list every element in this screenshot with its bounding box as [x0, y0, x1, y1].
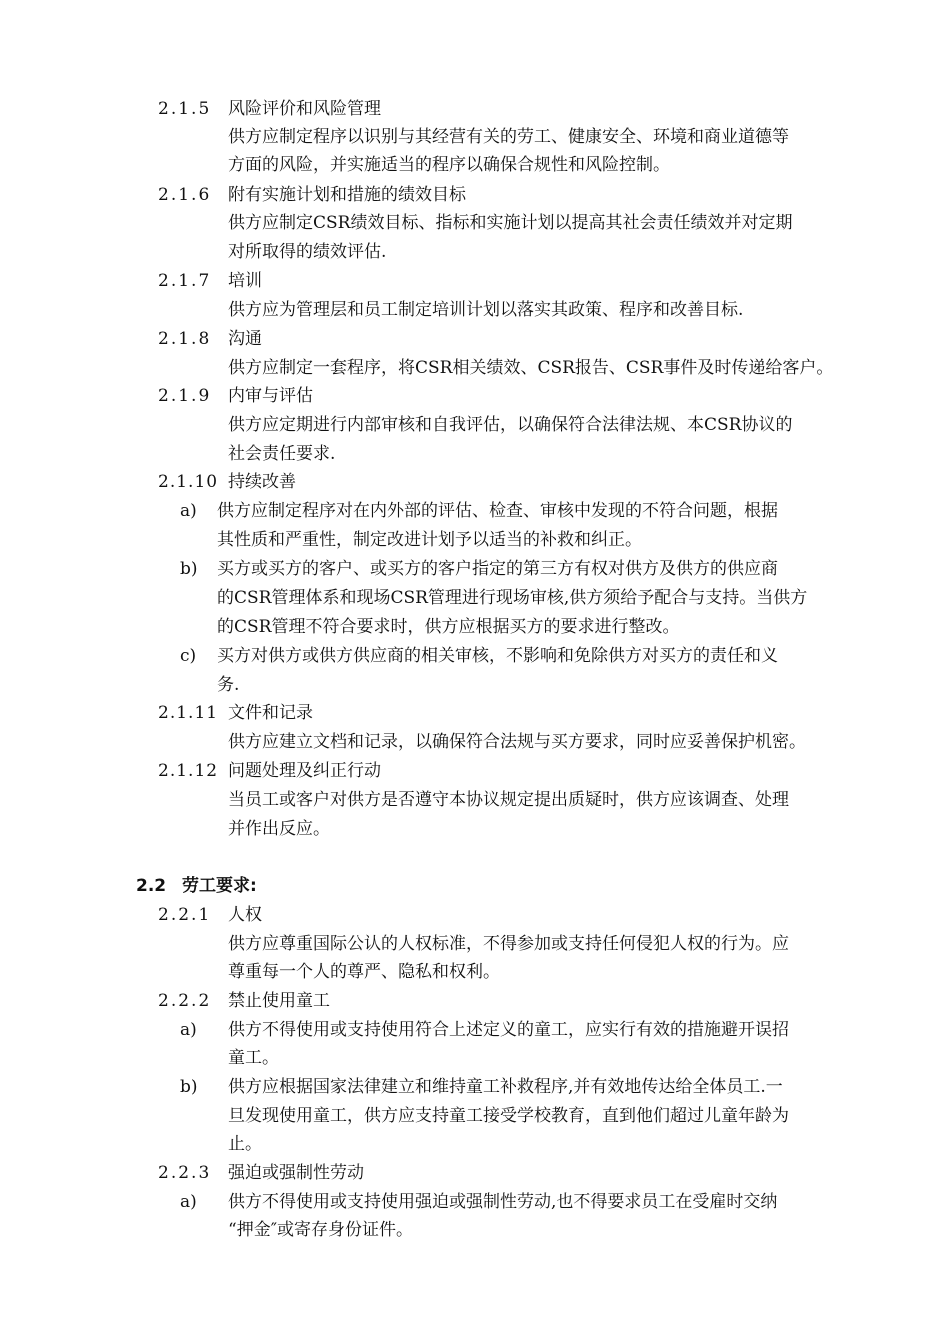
section-heading: 禁止使用童工 — [228, 991, 330, 1011]
list-item-line: 供方应制定程序对在内外部的评估、检查、审核中发现的不符合问题，根据 — [217, 501, 778, 521]
list-marker: c) — [180, 646, 197, 666]
paragraph-line: 对所取得的绩效评估. — [228, 242, 387, 262]
list-item-line: 买方对供方或供方供应商的相关审核，不影响和免除供方对买方的责任和义 — [217, 646, 778, 666]
list-item-line: 供方不得使用或支持使用符合上述定义的童工，应实行有效的措施避开误招 — [228, 1020, 789, 1040]
list-marker: b) — [180, 559, 198, 579]
section-number: 2.1.7 — [158, 271, 212, 291]
section-heading: 问题处理及纠正行动 — [228, 761, 381, 781]
list-item-line: 买方或买方的客户、或买方的客户指定的第三方有权对供方及供方的供应商 — [217, 559, 778, 579]
paragraph-line: 并作出反应。 — [228, 819, 330, 839]
section-number: 2.1.11 — [158, 703, 219, 723]
paragraph-line: 供方应尊重国际公认的人权标准，不得参加或支持任何侵犯人权的行为。应 — [228, 934, 789, 954]
list-item-line: 供方不得使用或支持使用强迫或强制性劳动,也不得要求员工在受雇时交纳 — [228, 1192, 778, 1212]
section-number: 2.1.9 — [158, 386, 212, 406]
section-number: 2.1.6 — [158, 185, 212, 205]
section-heading: 内审与评估 — [228, 386, 313, 406]
list-item-line: 旦发现使用童工，供方应支持童工接受学校教育，直到他们超过儿童年龄为 — [228, 1106, 789, 1126]
list-item-line: 的CSR管理体系和现场CSR管理进行现场审核,供方须给予配合与支持。当供方 — [217, 588, 808, 608]
paragraph-line: 供方应建立文档和记录，以确保符合法规与买方要求，同时应妥善保护机密。 — [228, 732, 806, 752]
section-heading: 附有实施计划和措施的绩效目标 — [228, 185, 466, 205]
section-heading: 风险评价和风险管理 — [228, 99, 381, 119]
section-heading: 沟通 — [228, 329, 262, 349]
paragraph-line: 供方应定期进行内部审核和自我评估，以确保符合法律法规、本CSR协议的 — [228, 415, 793, 435]
section-heading: 强迫或强制性劳动 — [228, 1163, 364, 1183]
chapter-heading: 劳工要求: — [182, 876, 257, 896]
paragraph-line: 供方应制定程序以识别与其经营有关的劳工、健康安全、环境和商业道德等 — [228, 127, 789, 147]
list-marker: b) — [180, 1077, 198, 1097]
section-number: 2.1.12 — [158, 761, 219, 781]
chapter-number: 2.2 — [136, 876, 167, 896]
section-number: 2.2.3 — [158, 1163, 212, 1183]
section-heading: 持续改善 — [228, 472, 296, 492]
list-item-line: 其性质和严重性，制定改进计划予以适当的补救和纠正。 — [217, 530, 642, 550]
section-number: 2.2.2 — [158, 991, 212, 1011]
section-number: 2.1.5 — [158, 99, 212, 119]
paragraph-line: 社会责任要求. — [228, 444, 336, 464]
list-marker: a) — [180, 1192, 197, 1212]
section-heading: 人权 — [228, 905, 262, 925]
paragraph-line: 当员工或客户对供方是否遵守本协议规定提出质疑时，供方应该调查、处理 — [228, 790, 789, 810]
list-item-line: 的CSR管理不符合要求时，供方应根据买方的要求进行整改。 — [217, 617, 680, 637]
paragraph-line: 尊重每一个人的尊严、隐私和权利。 — [228, 962, 500, 982]
list-item-line: “押金″或寄存身份证件。 — [228, 1220, 414, 1240]
paragraph-line: 方面的风险，并实施适当的程序以确保合规性和风险控制。 — [228, 155, 670, 175]
list-item-line: 止。 — [228, 1134, 262, 1154]
section-number: 2.1.10 — [158, 472, 219, 492]
list-item-line: 务. — [217, 675, 240, 695]
list-item-line: 供方应根据国家法律建立和维持童工补救程序,并有效地传达给全体员工.一 — [228, 1077, 783, 1097]
paragraph-line: 供方应为管理层和员工制定培训计划以落实其政策、程序和改善目标. — [228, 300, 744, 320]
section-heading: 培训 — [228, 271, 262, 291]
paragraph-line: 供方应制定CSR绩效目标、指标和实施计划以提高其社会责任绩效并对定期 — [228, 213, 793, 233]
list-item-line: 童工。 — [228, 1048, 279, 1068]
list-marker: a) — [180, 1020, 197, 1040]
list-marker: a) — [180, 501, 197, 521]
section-number: 2.2.1 — [158, 905, 212, 925]
section-heading: 文件和记录 — [228, 703, 313, 723]
paragraph-line: 供方应制定一套程序，将CSR相关绩效、CSR报告、CSR事件及时传递给客户。 — [228, 358, 834, 378]
section-number: 2.1.8 — [158, 329, 212, 349]
